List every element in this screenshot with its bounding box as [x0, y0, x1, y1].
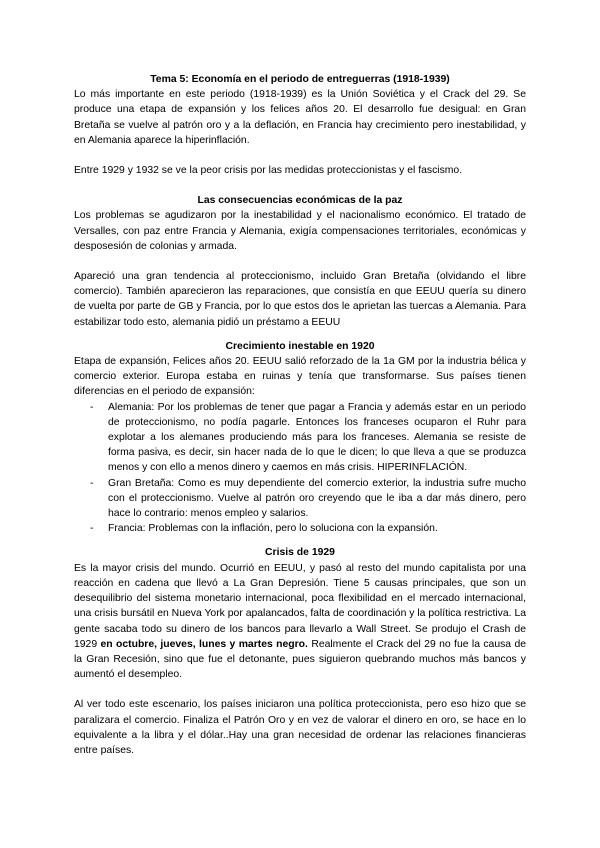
dash-bullet: -	[90, 477, 94, 489]
dash-bullet: -	[90, 523, 94, 535]
list-item	[90, 521, 526, 536]
paragraph-text: Realmente el Crack del 29 no fue la causa de la Gran Recesión, sino que fue el detonante, pues siguieron quebrando muchos más bancos y aumentó el desempleo.	[74, 638, 527, 681]
section-heading-crisis-1929: Crisis de 1929	[265, 547, 335, 559]
dash-bullet: -	[90, 401, 94, 413]
paragraph-text: Es la mayor crisis del mundo. Ocurrió en EEUU, y pasó al resto del mundo capitalista por una reacción en cadena que llevó a La Gran Depresión. Tiene 5 causas principales, que son un desequilibrio del sistema monetario internacional, poca flexibilidad en el mercado internacional, una crisis bursátil en Nueva York por apalancados, falta de coordinación y la política restrictiva. La gente sacaba todo su dinero de los bancos para llevarlo a Wall Street. Se produjo el Crash de 1929	[74, 562, 526, 650]
section-paragraph: Los problemas se agudizaron por la inestabilidad y el nacionalismo económico. El tratado de Versalles, con paz entre Francia y Alemania, exigía compensaciones territoriales, económicas y desposesión de colonias y armada.	[74, 210, 526, 252]
emphasized-text: en octubre, jueves, lunes y martes negro.	[100, 638, 308, 650]
section-paragraph: Apareció una gran tendencia al proteccionismo, incluido Gran Bretaña (olvidando el libre comercio). También aparecieron las reparaciones, que consistía en que EEUU quería su dinero de vuelta por parte de GB y Francia, por lo que estos dos le aprietan las tuercas a Alemania. Para estabilizar todo esto, alemania pidió un préstamo a EEUU	[74, 271, 526, 328]
intro-paragraph-2: Entre 1929 y 1932 se ve la peor crisis por las medidas proteccionistas y el fascismo.	[74, 165, 463, 177]
list-item	[90, 400, 526, 476]
section-paragraph	[74, 561, 526, 683]
intro-paragraph: Lo más importante en este periodo (1918-1939) es la Unión Soviética y el Crack del 29. Se produce una etapa de expansión y los felices años 20. El desarrollo fue desigual: en Gran Bretaña se vuelve al patrón oro y a la deflación, en Francia hay crecimiento pero inestabilidad, y en Alemania aparece la hiperinflación.	[74, 89, 526, 146]
section-heading-consecuencias: Las consecuencias económicas de la paz	[197, 195, 403, 207]
country-list	[74, 400, 526, 537]
list-item-text: Alemania: Por los problemas de tener que pagar a Francia y además estar en un periodo de proteccionismo, no podía pagarle. Entonces los franceses ocuparon el Ruhr para explotar a los alemanes produciendo más para los franceses. Alemania se resiste de forma pasiva, es decir, sin hacer nada de lo que le dicen; lo que lleva a que se produzca menos y con ello a menos dinero y caemos en más crisis. HIPERINFLACIÓN.	[108, 401, 526, 474]
section-heading-crecimiento: Crecimiento inestable en 1920	[225, 340, 375, 352]
section-paragraph: Etapa de expansión, Felices años 20. EEUU salió reforzado de la 1a GM por la industria bélica y comercio exterior. Europa estaba en ruinas y tenía que transformarse. Sus países tienen diferencias en el periodo de expansión:	[74, 356, 526, 398]
list-item-text: Francia: Problemas con la inflación, pero lo soluciona con la expansión.	[108, 523, 438, 535]
section-paragraph: Al ver todo este escenario, los países iniciaron una política proteccionista, pero eso hizo que se paralizara el comercio. Finaliza el Patrón Oro y en vez de valorar el dinero en oro, se hace en lo equivalente a la libra y el dólar..Hay una gran necesidad de ordenar las relaciones financieras entre países.	[74, 699, 526, 756]
list-item-text: Gran Bretaña: Como es muy dependiente del comercio exterior, la industria sufre mucho con el proteccionismo. Vuelve al patrón oro creyendo que le iba a dar más dinero, pero hace lo contrario: menos empleo y salarios.	[108, 477, 526, 520]
list-item	[90, 476, 526, 522]
document-title: Tema 5: Economía en el periodo de entreguerras (1918-1939)	[150, 74, 450, 85]
